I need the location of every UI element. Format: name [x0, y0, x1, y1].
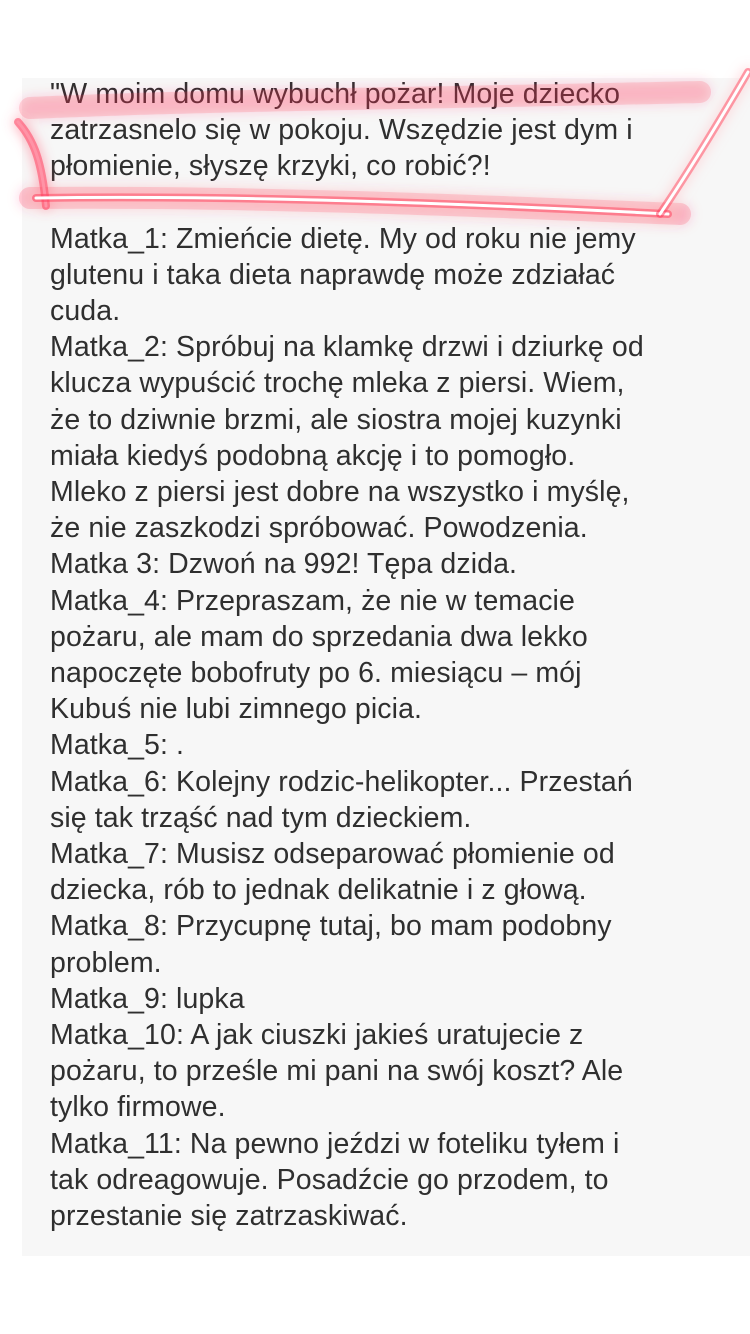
- comment-line: że to dziwnie brzmi, ale siostra mojej kuzynki: [50, 403, 622, 436]
- comment-line: Matka_5: .: [50, 729, 185, 762]
- comment-matka-9: [50, 981, 740, 1017]
- question-block: [50, 76, 740, 185]
- comment-matka-11: [50, 1126, 740, 1235]
- comment-matka-8: [50, 908, 740, 980]
- comment-line: klucza wypuścić trochę mleka z piersi. Wiem,: [50, 367, 625, 400]
- comment-line: Matka_9: lupka: [50, 982, 245, 1015]
- comment-matka-7: [50, 836, 740, 908]
- comment-matka-1: [50, 221, 740, 330]
- comment-line: pożaru, ale mam do sprzedania dwa lekko: [50, 620, 588, 653]
- comment-line: miała kiedyś podobną akcję i to pomogło.: [50, 439, 576, 472]
- comment-line: Matka_10: A jak ciuszki jakieś uratujecie z: [50, 1019, 584, 1052]
- comment-line: się tak trząść nad tym dzieckiem.: [50, 801, 472, 834]
- comment-matka-2: [50, 329, 740, 546]
- comment-line: Matka_6: Kolejny rodzic-helikopter... Przestań: [50, 765, 633, 798]
- comment-line: napoczęte bobofruty po 6. miesiącu – mój: [50, 657, 582, 690]
- question-line: "W moim domu wybuchł pożar! Moje dziecko: [50, 78, 621, 110]
- comment-line: Matka_8: Przycupnę tutaj, bo mam podobny: [50, 910, 612, 943]
- comment-line: Matka_1: Zmieńcie dietę. My od roku nie jemy: [50, 222, 636, 255]
- comment-line: problem.: [50, 946, 162, 979]
- comment-line: Mleko z piersi jest dobre na wszystko i myślę,: [50, 476, 630, 509]
- comment-line: przestanie się zatrzaskiwać.: [50, 1200, 408, 1233]
- question-line: zatrzasnelo się w pokoju. Wszędzie jest dym i: [50, 114, 633, 147]
- comment-matka-4: [50, 583, 740, 728]
- comment-line: tak odreagowuje. Posadźcie go przodem, to: [50, 1163, 609, 1196]
- comment-matka-10: [50, 1017, 740, 1126]
- comment-line: Kubuś nie lubi zimnego picia.: [50, 693, 423, 726]
- comment-line: że nie zaszkodzi spróbować. Powodzenia.: [50, 512, 588, 545]
- comment-line: Matka_4: Przepraszam, że nie w temacie: [50, 584, 575, 617]
- comment-line: tylko firmowe.: [50, 1091, 226, 1124]
- comment-line: dziecka, rób to jednak delikatnie i z głową.: [50, 874, 587, 907]
- comment-line: Matka 3: Dzwoń na 992! Tępa dzida.: [50, 548, 518, 581]
- comment-line: Matka_7: Musisz odseparować płomienie od: [50, 838, 615, 871]
- comment-matka-3: [50, 546, 740, 582]
- spacer: [50, 185, 740, 221]
- comment-line: Matka_11: Na pewno jeździ w foteliku tyłem i: [50, 1127, 620, 1160]
- comment-line: glutenu i taka dieta naprawdę może zdziałać: [50, 258, 616, 291]
- comment-matka-6: [50, 764, 740, 836]
- question-line: płomienie, słyszę krzyki, co robić?!: [50, 150, 491, 183]
- comment-matka-5: [50, 727, 740, 763]
- comment-line: cuda.: [50, 295, 121, 328]
- post-text: [50, 76, 740, 1234]
- comment-line: Matka_2: Spróbuj na klamkę drzwi i dziurkę od: [50, 331, 644, 364]
- comment-line: pożaru, to prześle mi pani na swój koszt? Ale: [50, 1055, 624, 1088]
